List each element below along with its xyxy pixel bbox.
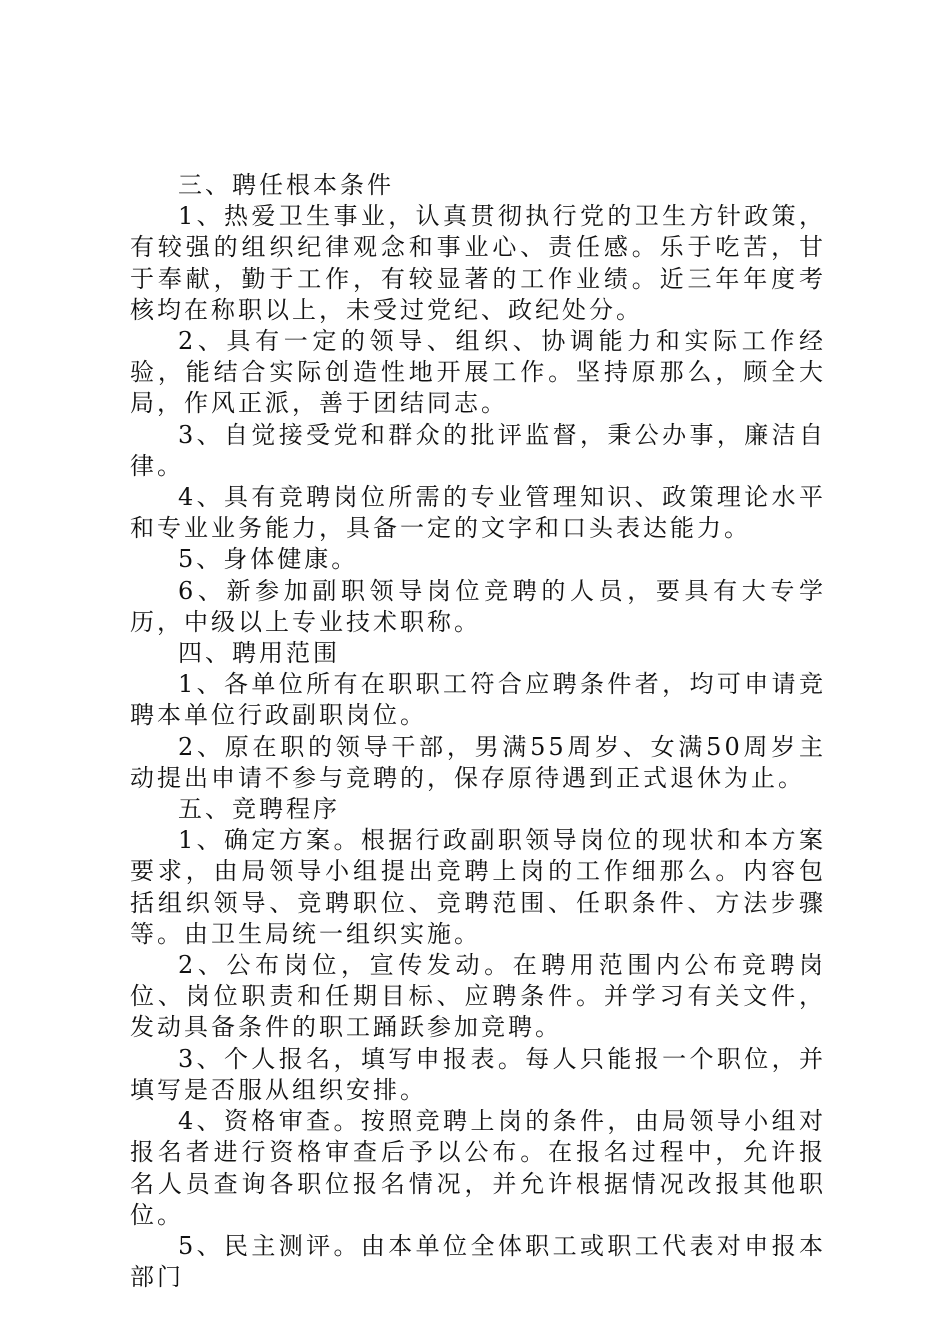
section-heading-4: 四、聘用范围 [178, 639, 340, 668]
paragraph-4-1: 1、各单位所有在职职工符合应聘条件者，均可申请竞聘本单位行政副职岗位。 [130, 670, 826, 730]
paragraph-3-5: 5、身体健康。 [178, 545, 359, 574]
paragraph-5-3: 3、个人报名，填写申报表。每人只能报一个职位，并填写是否服从组织安排。 [130, 1044, 826, 1104]
paragraph-5-2: 2、公布岗位，宣传发动。在聘用范围内公布竞聘岗位、岗位职责和任期目标、应聘条件。并学习有关文件，发动具备条件的职工踊跃参加竞聘。 [130, 951, 826, 1042]
section-heading-3: 三、聘任根本条件 [178, 171, 394, 199]
paragraph-5-4: 4、资格审查。按照竞聘上岗的条件，由局领导小组对报名者进行资格审查后予以公布。在报名过程中，允许报名人员查询各职位报名情况，并允许根据情况改报其他职位。 [130, 1107, 826, 1229]
paragraph-3-2: 2、具有一定的领导、组织、协调能力和实际工作经验，能结合实际创造性地开展工作。坚持原那么，顾全大局，作风正派，善于团结同志。 [130, 327, 826, 418]
section-heading-5: 五、竞聘程序 [178, 795, 340, 824]
paragraph-3-4: 4、具有竞聘岗位所需的专业管理知识、政策理论水平和专业业务能力，具备一定的文字和口头表达能力。 [130, 483, 826, 543]
paragraph-5-5: 5、民主测评。由本单位全体职工或职工代表对申报本部门 [130, 1231, 826, 1292]
paragraph-3-3: 3、自觉接受党和群众的批评监督，秉公办事，廉洁自律。 [130, 420, 826, 480]
paragraph-3-1: 1、热爱卫生事业，认真贯彻执行党的卫生方针政策，有较强的组织纪律观念和事业心、责任感。乐于吃苦，甘于奉献，勤于工作，有较显著的工作业绩。近三年年度考核均在称职以上，未受过党纪、政纪处分。 [130, 202, 826, 324]
paragraph-5-1: 1、确定方案。根据行政副职领导岗位的现状和本方案要求，由局领导小组提出竞聘上岗的工作细那么。内容包括组织领导、竞聘职位、竞聘范围、任职条件、方法步骤等。由卫生局统一组织实施。 [130, 826, 826, 948]
document-body [130, 170, 826, 1293]
paragraph-3-6: 6、新参加副职领导岗位竞聘的人员，要具有大专学历，中级以上专业技术职称。 [130, 576, 826, 636]
paragraph-4-2: 2、原在职的领导干部，男满55周岁、女满50周岁主动提出申请不参与竞聘的，保存原待遇到正式退休为止。 [130, 732, 826, 792]
